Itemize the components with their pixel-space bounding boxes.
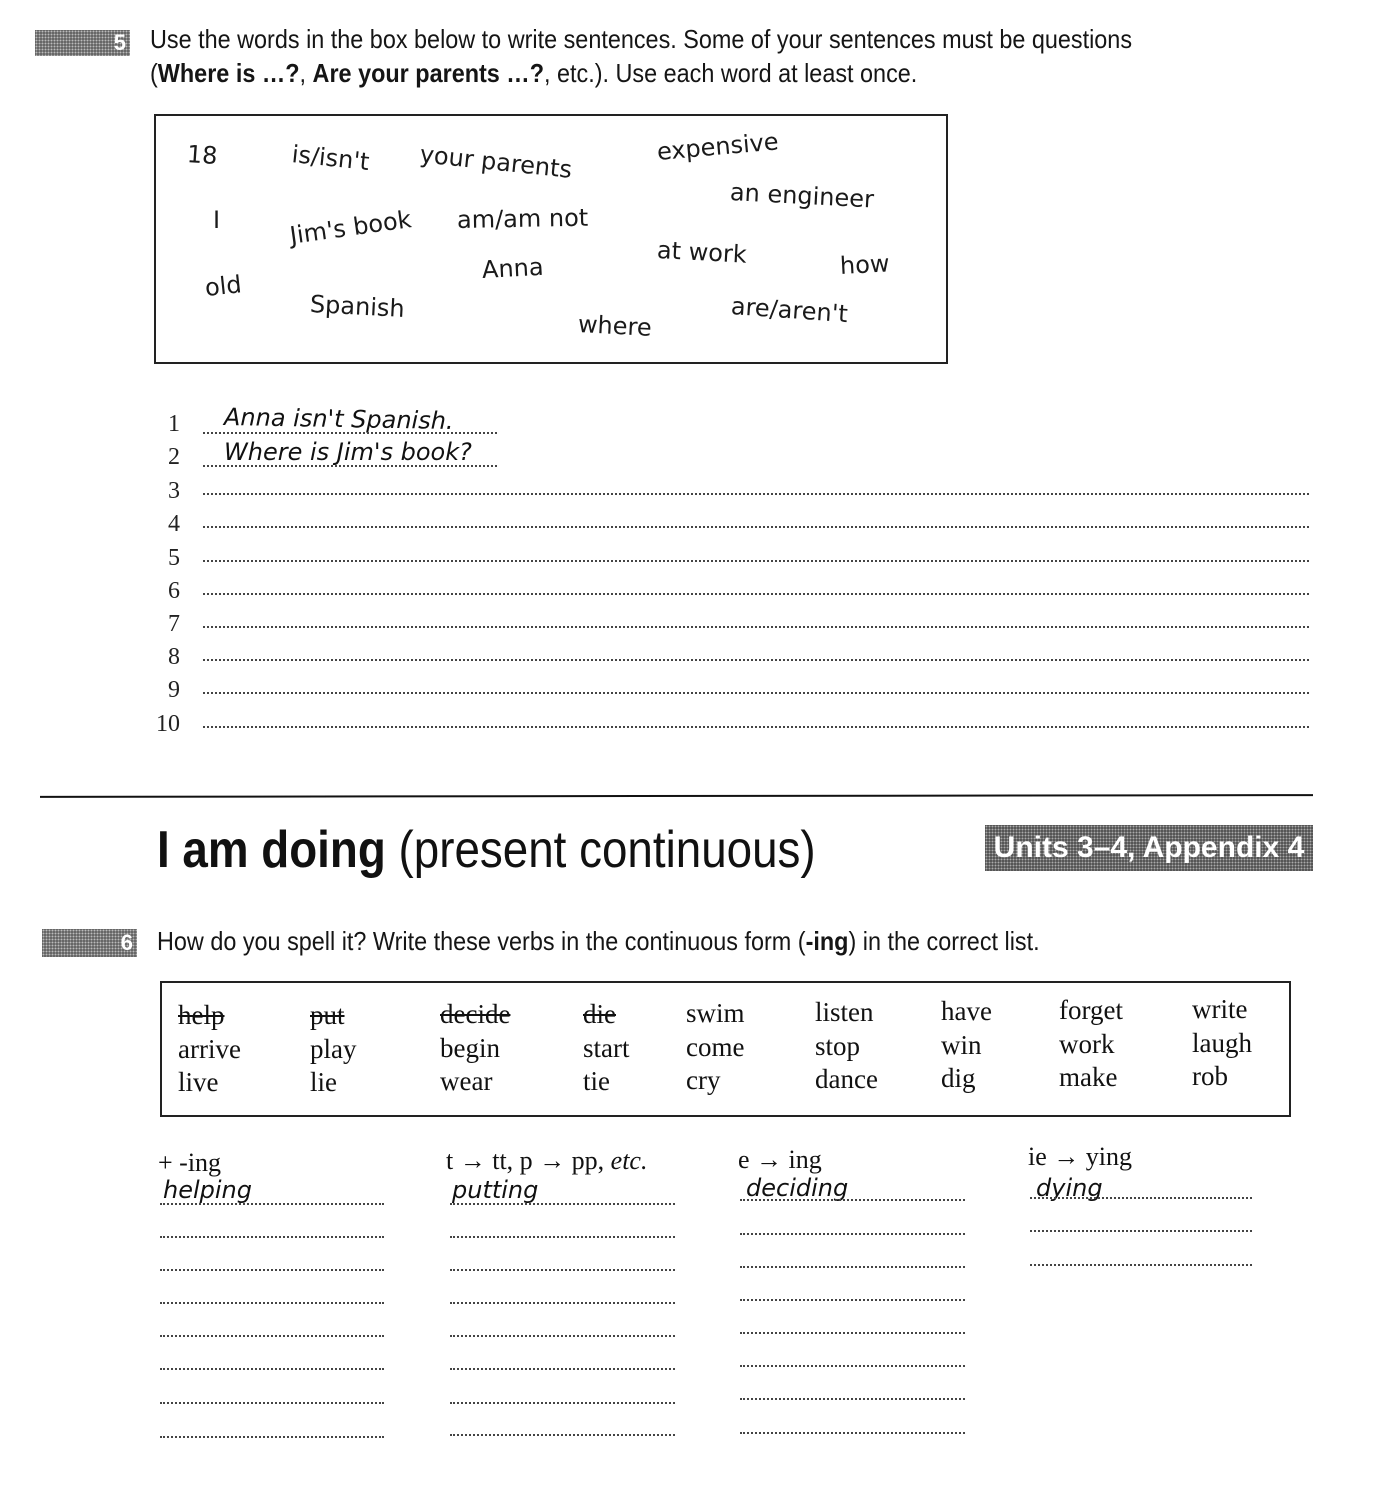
- verb-item: arrive: [178, 1034, 241, 1064]
- column-heading-double-consonant: t → tt, p → pp, etc.: [446, 1146, 648, 1175]
- box-word: at work: [656, 236, 748, 269]
- verb-item: forget: [1059, 995, 1123, 1025]
- column-answer-line[interactable]: [160, 1302, 384, 1304]
- verb-item: write: [1192, 994, 1248, 1024]
- exercise-5-number-badge: 5: [35, 30, 130, 56]
- verb-item: swim: [686, 998, 745, 1028]
- column-answer-line[interactable]: [740, 1432, 965, 1434]
- column-answer-line[interactable]: [160, 1368, 384, 1370]
- column-answer-line[interactable]: [160, 1269, 384, 1271]
- line-number: 9: [168, 677, 180, 703]
- answer-line[interactable]: [203, 465, 497, 467]
- column-answer-line[interactable]: [450, 1203, 675, 1205]
- section-title: [157, 818, 816, 882]
- box-word: Spanish: [309, 290, 406, 323]
- column-answer-line[interactable]: [740, 1266, 965, 1268]
- column-answer-line[interactable]: [160, 1436, 384, 1438]
- verb-item: have: [941, 996, 992, 1026]
- line-number: 3: [168, 478, 180, 504]
- box-word: am/am not: [456, 203, 589, 234]
- column-answer-line[interactable]: [160, 1335, 384, 1337]
- verb-item: work: [1059, 1029, 1115, 1059]
- column-answer-line[interactable]: [740, 1299, 965, 1301]
- line-number: 6: [168, 578, 180, 604]
- column-answer-line[interactable]: [1030, 1264, 1252, 1266]
- box-word: 18: [186, 140, 219, 171]
- box-word: how: [839, 249, 891, 280]
- answer-line[interactable]: [203, 560, 1309, 562]
- column-answer-line[interactable]: [740, 1233, 965, 1235]
- column-answer-line[interactable]: [1030, 1197, 1252, 1199]
- column-answer-line[interactable]: [450, 1302, 675, 1304]
- verb-item: cry: [686, 1065, 721, 1095]
- column-answer-line[interactable]: [450, 1434, 675, 1436]
- verb-item: play: [310, 1034, 357, 1064]
- column-answer-line[interactable]: [740, 1365, 965, 1367]
- column-answer-line[interactable]: [160, 1203, 384, 1205]
- column-example-answer: helping: [163, 1176, 252, 1204]
- column-answer-line[interactable]: [160, 1402, 384, 1404]
- section-divider: [40, 794, 1313, 798]
- column-answer-line[interactable]: [740, 1332, 965, 1334]
- box-word: Anna: [481, 252, 545, 284]
- box-word: Jim's book: [288, 205, 414, 250]
- instruction-open-paren: (: [150, 58, 158, 88]
- column-example-answer: deciding: [746, 1174, 849, 1202]
- answer-line[interactable]: [203, 626, 1309, 628]
- column-answer-line[interactable]: [160, 1236, 384, 1238]
- exercise-6-number-badge: 6: [42, 929, 137, 957]
- box-word: are/aren't: [730, 292, 849, 329]
- example-where-is: Where is …?: [157, 58, 300, 88]
- column-heading-plus-ing: + -ing: [158, 1148, 222, 1177]
- verb-item: start: [583, 1033, 630, 1063]
- column-answer-line[interactable]: [450, 1402, 675, 1404]
- verb-item: make: [1059, 1062, 1118, 1092]
- column-answer-line[interactable]: [740, 1398, 965, 1400]
- verb-item: dig: [941, 1063, 976, 1093]
- column-answer-line[interactable]: [450, 1335, 675, 1337]
- box-word: is/isn't: [290, 140, 371, 177]
- column-example-answer: dying: [1036, 1174, 1103, 1202]
- line-number: 8: [168, 644, 180, 670]
- column-answer-line[interactable]: [450, 1368, 675, 1370]
- box-word: old: [203, 270, 243, 302]
- column-answer-line[interactable]: [740, 1199, 965, 1201]
- box-word: an engineer: [729, 178, 875, 214]
- instruction-rest: , etc.). Use each word at least once.: [544, 58, 918, 88]
- column-heading-e-ing: e → ing: [738, 1145, 822, 1174]
- verb-item: rob: [1192, 1061, 1228, 1091]
- section-title-bold: I am doing: [157, 821, 386, 879]
- units-reference-badge: Units 3–4, Appendix 4: [985, 825, 1313, 871]
- answer-line[interactable]: [203, 432, 497, 434]
- instruction-comma: ,: [299, 58, 313, 88]
- verb-item: help: [178, 1000, 225, 1030]
- column-answer-line[interactable]: [450, 1236, 675, 1238]
- section-title-rest: (present continuous): [385, 821, 816, 879]
- verb-item: live: [178, 1067, 219, 1097]
- verb-item: put: [310, 1000, 345, 1030]
- verb-item: dance: [815, 1064, 878, 1094]
- verb-item: wear: [440, 1066, 493, 1096]
- verb-item: come: [686, 1032, 745, 1062]
- exercise-6-instruction: [157, 924, 1040, 958]
- answer-line[interactable]: [203, 659, 1309, 661]
- verb-item: begin: [440, 1033, 500, 1063]
- example-are-your-parents: Are your parents …?: [312, 58, 545, 88]
- answer-line[interactable]: [203, 726, 1309, 728]
- line-number: 7: [168, 611, 180, 637]
- line-number: 2: [168, 444, 180, 470]
- verb-item: lie: [310, 1067, 337, 1097]
- column-answer-line[interactable]: [1030, 1230, 1252, 1232]
- answer-text: Where is Jim's book?: [224, 438, 472, 466]
- column-answer-line[interactable]: [450, 1269, 675, 1271]
- column-example-answer: putting: [452, 1176, 539, 1204]
- verb-item: win: [941, 1030, 982, 1060]
- verb-item: laugh: [1192, 1028, 1252, 1058]
- line-number: 5: [168, 545, 180, 571]
- exercise-5-instruction-line2: [150, 56, 917, 90]
- answer-text: Anna isn't Spanish.: [223, 402, 454, 436]
- verb-item: stop: [815, 1031, 861, 1061]
- instruction-ing: -ing: [805, 926, 849, 956]
- verb-item: decide: [440, 999, 511, 1029]
- line-number: 10: [156, 711, 180, 737]
- answer-line[interactable]: [203, 493, 1309, 495]
- instruction-part1: How do you spell it? Write these verbs in the continuous form (: [157, 926, 806, 956]
- column-heading-ie-ying: ie → ying: [1028, 1142, 1132, 1171]
- line-number: 1: [168, 411, 180, 437]
- verb-item: die: [583, 999, 616, 1029]
- answer-line[interactable]: [203, 593, 1309, 595]
- box-word: your parents: [418, 140, 574, 184]
- box-word: I: [213, 206, 221, 234]
- line-number: 4: [168, 511, 180, 537]
- verb-item: listen: [815, 997, 874, 1027]
- exercise-5-instruction-line1: Use the words in the box below to write sentences. Some of your sentences must be questions: [150, 24, 1133, 54]
- instruction-rest: ) in the correct list.: [848, 926, 1040, 956]
- answer-line[interactable]: [203, 692, 1309, 694]
- box-word: expensive: [655, 127, 780, 166]
- box-word: where: [577, 310, 653, 342]
- verb-item: tie: [583, 1066, 610, 1096]
- answer-line[interactable]: [203, 526, 1309, 528]
